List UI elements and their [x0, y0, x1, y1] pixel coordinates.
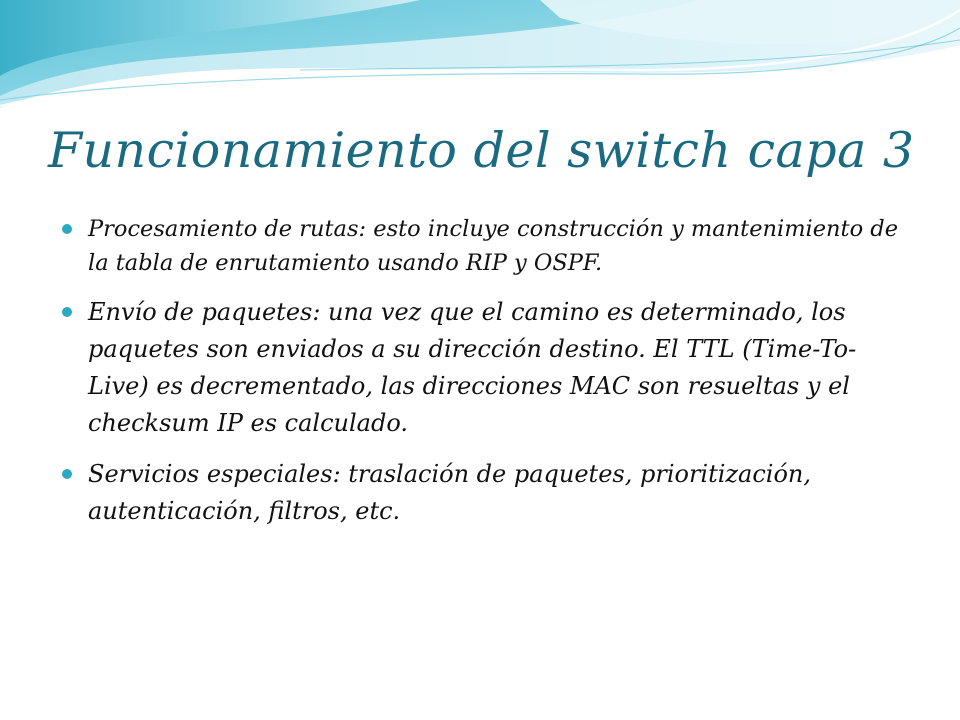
bullet-list [60, 212, 910, 544]
bullet-dot-icon [62, 224, 72, 234]
slide-title: Funcionamiento del switch capa 3 [48, 122, 915, 179]
bullet-item [60, 456, 910, 530]
bullet-item [60, 212, 910, 280]
header-wave-decoration [0, 0, 960, 130]
bullet-text: Servicios especiales: traslación de paquetes, prioritización, autenticación, filtros, etc. [88, 460, 812, 525]
bullet-text: Envío de paquetes: una vez que el camino es determinado, los paquetes son enviados a su dirección destino. El TTL (Time-To-Live) es decrementado, las direcciones MAC son resueltas y el checksum IP es calculado. [88, 298, 857, 437]
bullet-item [60, 294, 910, 442]
bullet-dot-icon [62, 307, 72, 317]
bullet-text: Procesamiento de rutas: esto incluye construcción y mantenimiento de la tabla de enrutamiento usando RIP y OSPF. [88, 216, 899, 276]
bullet-dot-icon [62, 469, 72, 479]
